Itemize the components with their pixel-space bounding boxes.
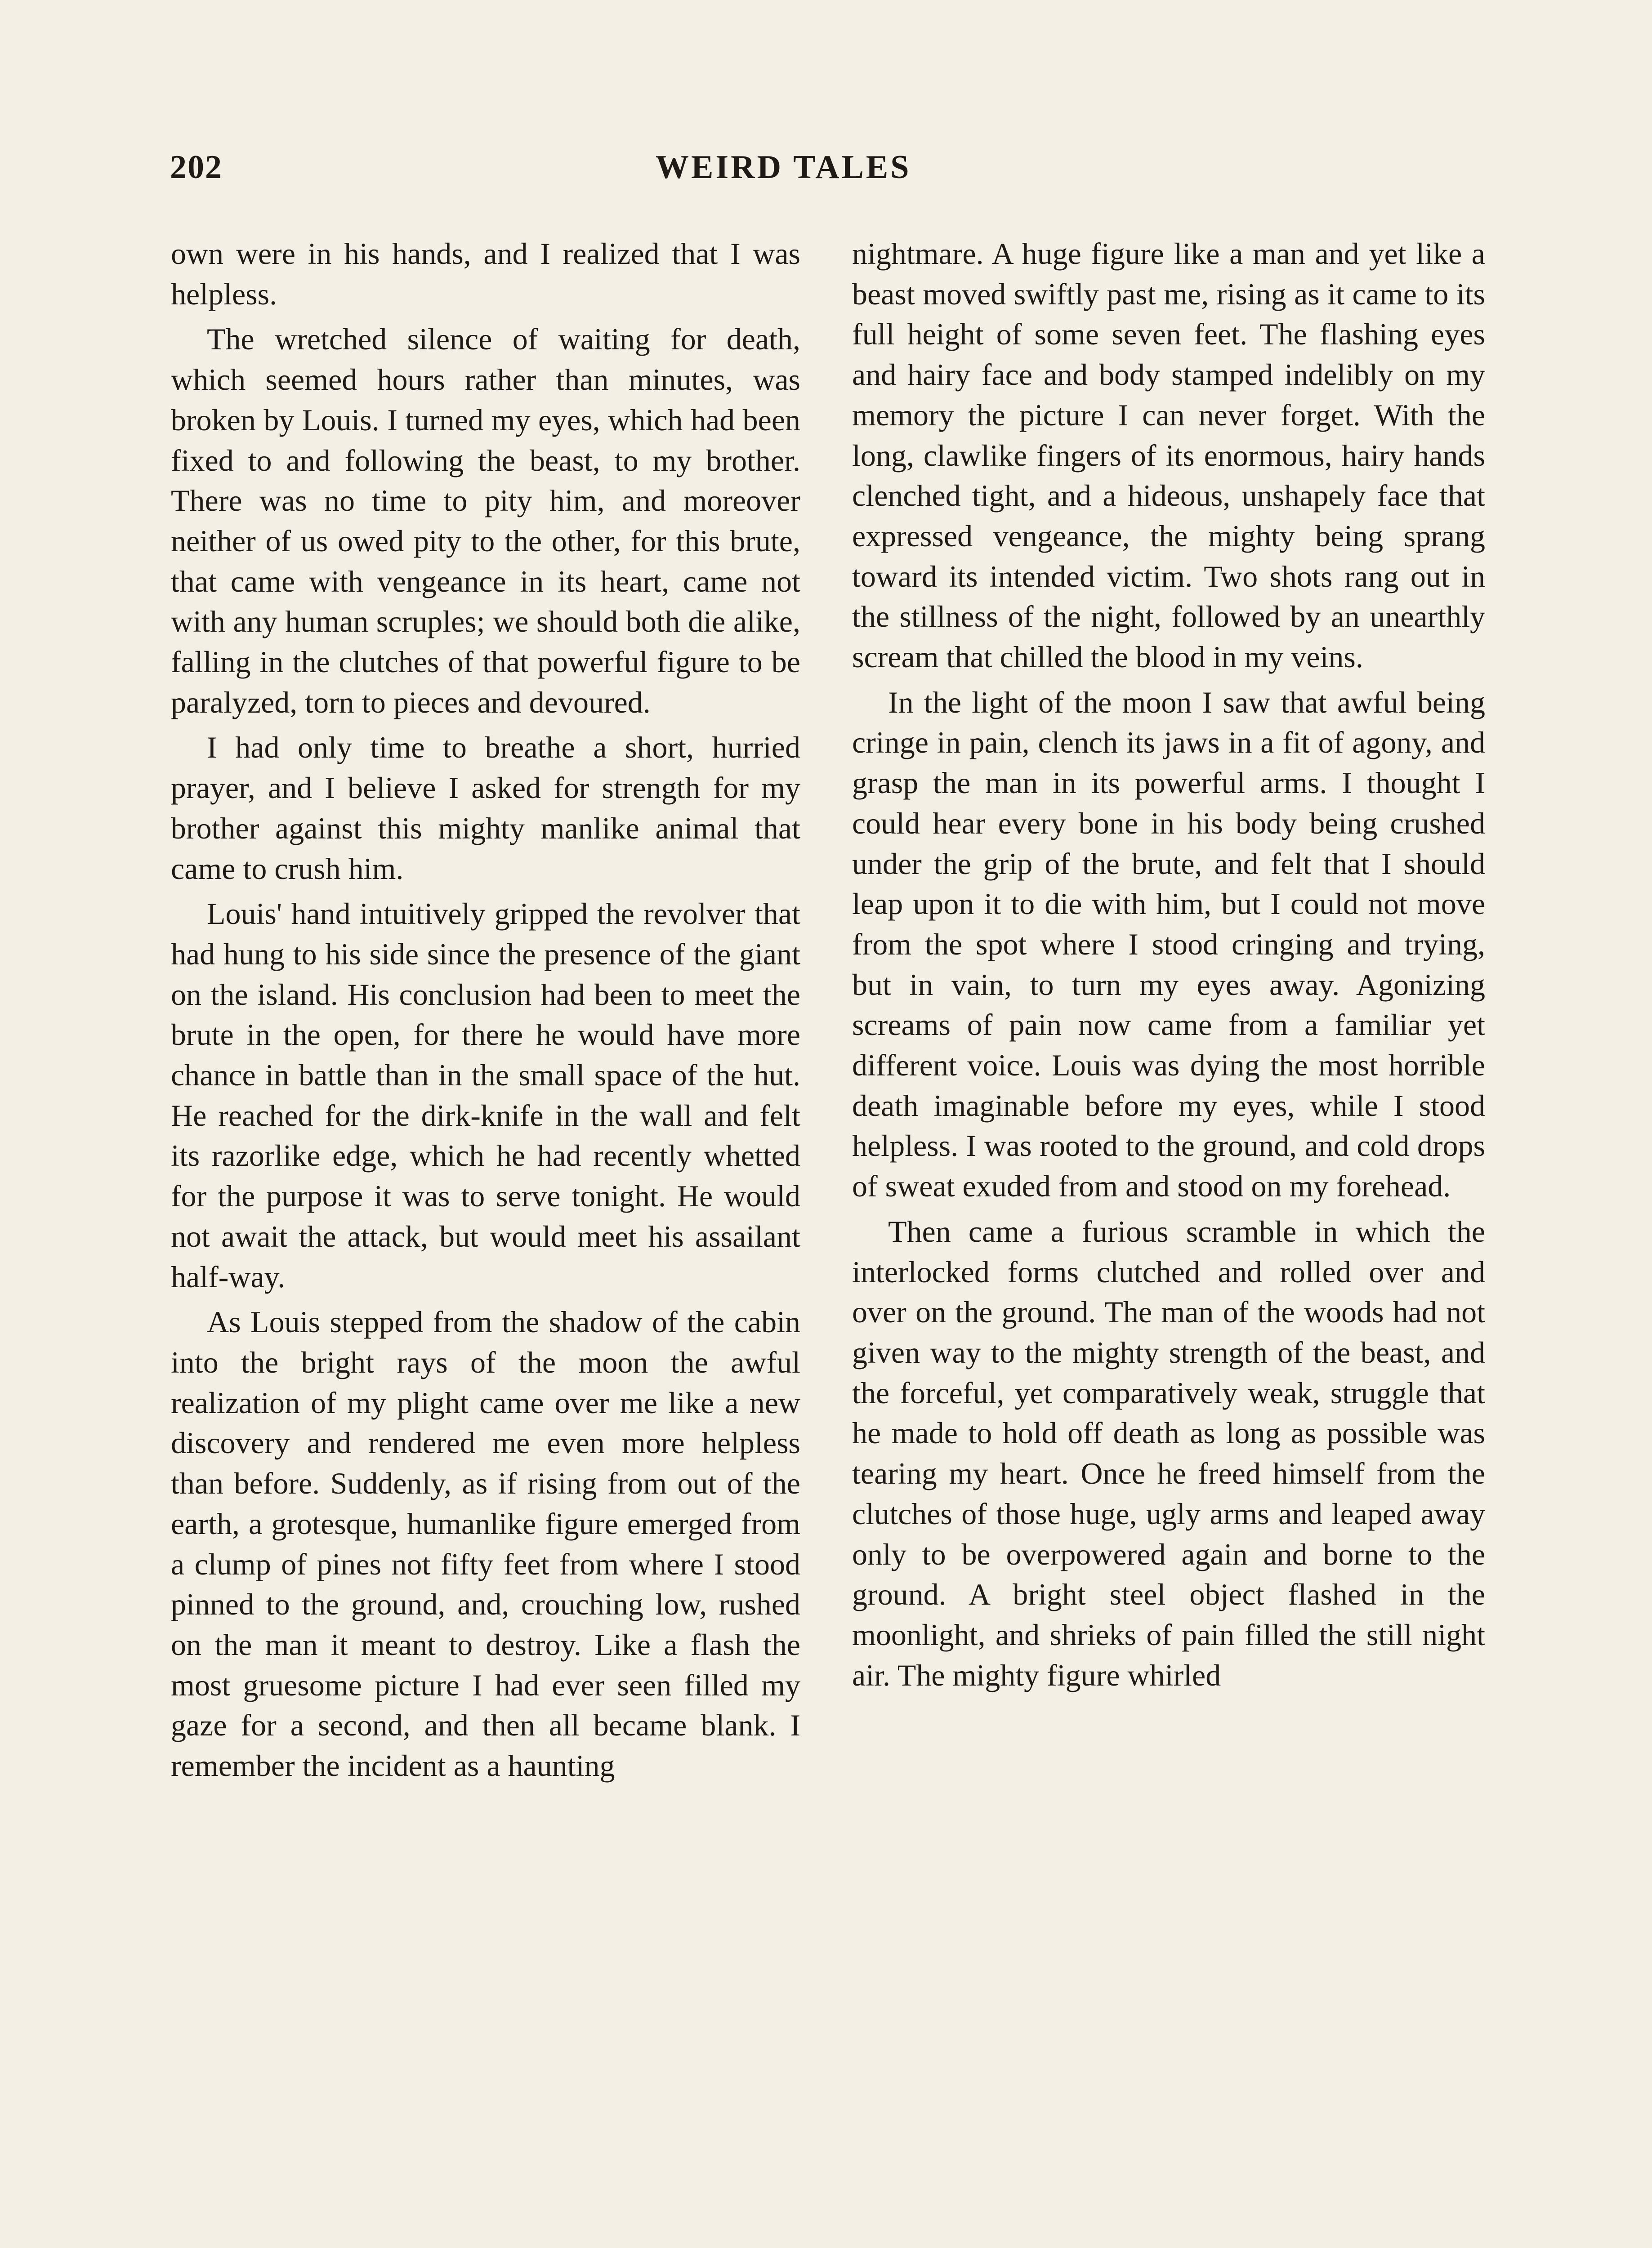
running-head: WEIRD TALES: [656, 149, 911, 186]
right-column: [852, 234, 1485, 1700]
paragraph: I had only time to breathe a short, hurried prayer, and I believe I asked for strength for my brother against this mighty manlike animal that came to crush him.: [171, 730, 800, 886]
page-number: 202: [170, 149, 223, 186]
paragraph: As Louis stepped from the shadow of the cabin into the bright rays of the moon the awful realization of my plight came over me like a new discovery and rendered me even more helpless than before. Suddenly, as if rising from out of the earth, a grotesque, humanlike figure emerged from a clump of pines not fifty feet from where I stood pinned to the ground, and, crouching low, rushed on the man it meant to destroy. Like a flash the most gruesome picture I had ever seen filled my gaze for a second, and then all became blank. I remember the incident as a haunting: [171, 1305, 800, 1783]
left-column: [171, 234, 800, 1791]
paragraph: The wretched silence of waiting for death, which seemed hours rather than minutes, was broken by Louis. I turned my eyes, which had been fixed to and following the beast, to my brother. There was no time to pity him, and moreover neither of us owed pity to the other, for this brute, that came with vengeance in its heart, came not with any human scruples; we should both die alike, falling in the clutches of that powerful figure to be paralyzed, torn to pieces and devoured.: [171, 322, 800, 719]
paragraph: own were in his hands, and I realized that I was helpless.: [171, 236, 800, 311]
page-header: [170, 148, 1484, 189]
paragraph: Louis' hand intuitively gripped the revolver that had hung to his side since the presence of the giant on the island. His conclusion had been to meet the brute in the open, for there he would have more chance in battle than in the small space of the hut. He reached for the dirk-knife in the wall and felt its razorlike edge, which he had recently whetted for the purpose it was to serve tonight. He would not await the attack, but would meet his assailant half-way.: [171, 897, 800, 1294]
paragraph: nightmare. A huge figure like a man and yet like a beast moved swiftly past me, rising as it came to its full height of some seven feet. The flashing eyes and hairy face and body stamped indelibly on my memory the picture I can never forget. With the long, clawlike fingers of its enormous, hairy hands clenched tight, and a hideous, unshapely face that expressed vengeance, the mighty being sprang toward its intended victim. Two shots rang out in the stillness of the night, followed by an unearthly scream that chilled the blood in my veins.: [852, 236, 1485, 674]
paragraph: Then came a furious scramble in which the interlocked forms clutched and rolled over and over on the ground. The man of the woods had not given way to the mighty strength of the beast, and the forceful, yet comparatively weak, struggle that he made to hold off death as long as possible was tearing my heart. Once he freed himself from the clutches of those huge, ugly arms and leaped away only to be overpowered again and borne to the ground. A bright steel object flashed in the moonlight, and shrieks of pain filled the still night air. The mighty figure whirled: [852, 1214, 1485, 1692]
paragraph: In the light of the moon I saw that awful being cringe in pain, clench its jaws in a fit of agony, and grasp the man in its powerful arms. I thought I could hear every bone in his body being crushed under the grip of the brute, and felt that I should leap upon it to die with him, but I could not move from the spot where I stood cringing and trying, but in vain, to turn my eyes away. Agonizing screams of pain now came from a familiar yet different voice. Louis was dying the most horrible death imaginable before my eyes, while I stood helpless. I was rooted to the ground, and cold drops of sweat exuded from and stood on my forehead.: [852, 685, 1485, 1204]
